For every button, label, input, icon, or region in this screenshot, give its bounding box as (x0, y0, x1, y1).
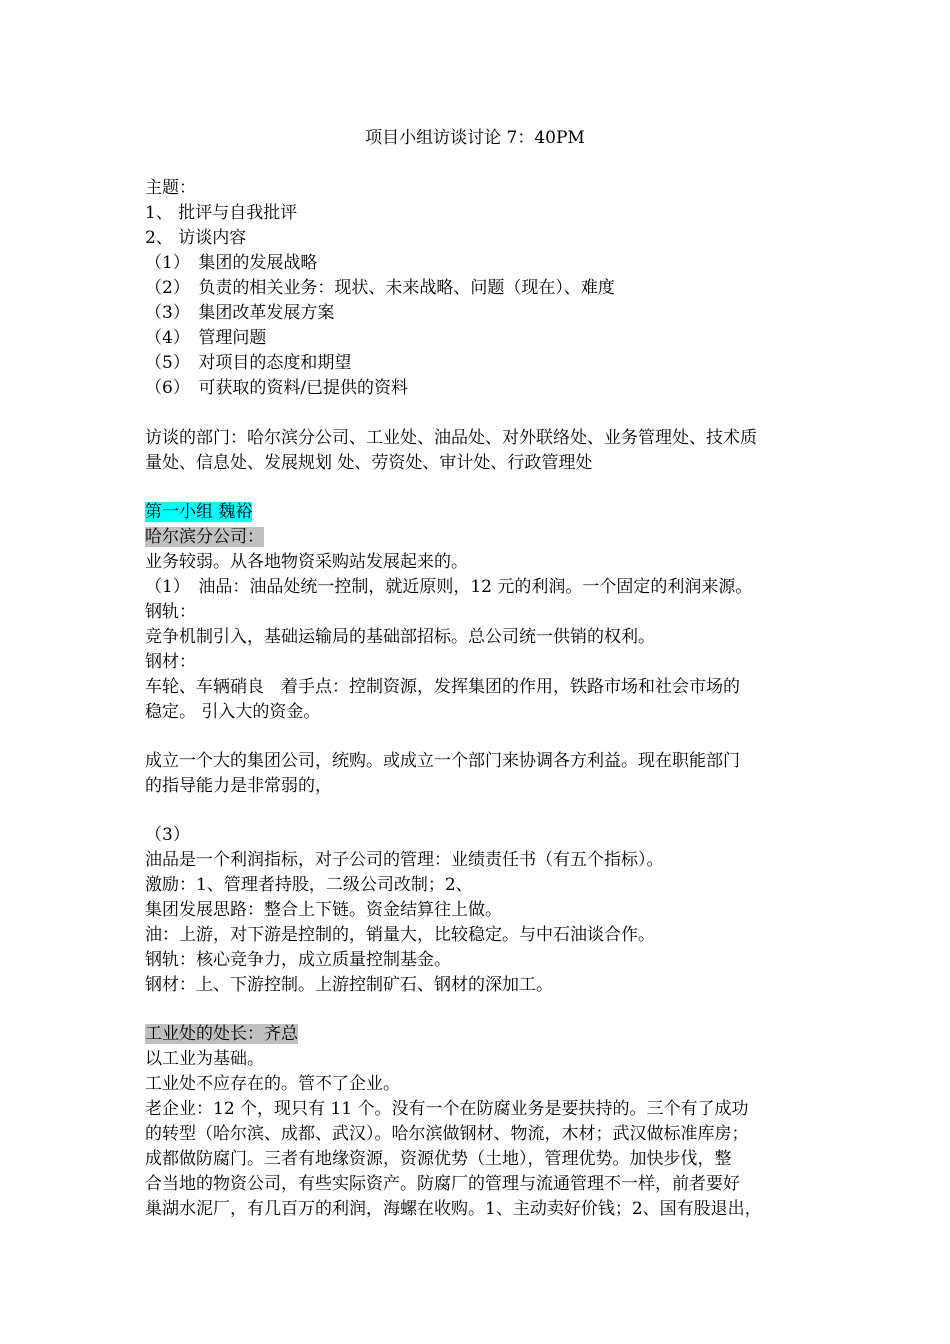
text-line: （2） 负责的相关业务：现状、未来战略、问题（现在）、难度 (145, 278, 615, 298)
text-line: 钢轨： (145, 602, 196, 622)
text-line: 老企业：12 个，现只有 11 个。没有一个在防腐业务是要扶持的。三个有了成功 (145, 1099, 749, 1119)
text-line: 1、 批评与自我批评 (145, 203, 298, 223)
text-line: 钢轨：核心竞争力，成立质量控制基金。 (145, 950, 451, 970)
document-title: 项目小组访谈讨论 7：40PM (365, 128, 585, 148)
text-line: 油品是一个利润指标，对子公司的管理：业绩责任书（有五个指标）。 (145, 850, 664, 870)
text-line: 量处、信息处、发展规划 处、劳资处、审计处、行政管理处 (145, 453, 593, 473)
subsection-heading: 哈尔滨分公司： (145, 527, 264, 547)
section-heading-line (145, 525, 825, 550)
text-line: 钢材：上、下游控制。上游控制矿石、钢材的深加工。 (145, 975, 553, 995)
text-line: 合当地的物资公司，有些实际资产。防腐厂的管理与流通管理不一样，前者要好 (145, 1174, 740, 1194)
text-line: 以工业为基础。 (145, 1049, 264, 1069)
text-line: 业务较弱。从各地物资采购站发展起来的。 (145, 552, 468, 572)
text-line: 成立一个大的集团公司，统购。或成立一个部门来协调各方利益。现在职能部门 (145, 751, 740, 771)
text-line: 访谈的部门：哈尔滨分公司、工业处、油品处、对外联络处、业务管理处、技术质 (145, 428, 757, 448)
text-line: 钢材： (145, 652, 196, 672)
subsection-heading: 工业处的处长：齐总 (145, 1024, 298, 1044)
text-line: 集团发展思路：整合上下链。资金结算往上做。 (145, 900, 502, 920)
text-line: 巢湖水泥厂，有几百万的利润，海螺在收购。1、主动卖好价钱；2、国有股退出， (145, 1199, 762, 1219)
text-line: （4） 管理问题 (145, 328, 267, 348)
text-line: 稳定。 引入大的资金。 (145, 702, 321, 722)
text-line: （1） 集团的发展战略 (145, 253, 318, 273)
text-line: 的指导能力是非常弱的， (145, 776, 332, 796)
text-line: 的转型（哈尔滨、成都、武汉）。哈尔滨做钢材、物流，木材；武汉做标准库房； (145, 1124, 749, 1144)
section-heading-line (145, 1022, 825, 1047)
text-line: 2、 访谈内容 (145, 228, 247, 248)
text-line: 成都做防腐门。三者有地缘资源，资源优势（土地），管理优势。加快步伐，整 (145, 1149, 732, 1169)
text-line: （1） 油品：油品处统一控制，就近原则，12 元的利润。一个固定的利润来源。 (145, 577, 753, 597)
text-line: （3） 集团改革发展方案 (145, 303, 335, 323)
text-line: 车轮、车辆硝良 着手点：控制资源，发挥集团的作用，铁路市场和社会市场的 (145, 677, 740, 697)
text-line: 工业处不应存在的。管不了企业。 (145, 1074, 400, 1094)
text-line: 激励：1、管理者持股，二级公司改制；2、 (145, 875, 473, 895)
section-heading-line (145, 500, 825, 525)
text-line: 竞争机制引入，基础运输局的基础部招标。总公司统一供销的权利。 (145, 627, 655, 647)
text-line: 主题： (145, 178, 196, 198)
text-line: （3） (145, 825, 190, 845)
text-line: （6） 可获取的资料/已提供的资料 (145, 378, 409, 398)
text-line: 油：上游，对下游是控制的，销量大，比较稳定。与中石油谈合作。 (145, 925, 655, 945)
text-line: （5） 对项目的态度和期望 (145, 353, 352, 373)
group-heading: 第一小组 魏裕 (145, 502, 253, 522)
